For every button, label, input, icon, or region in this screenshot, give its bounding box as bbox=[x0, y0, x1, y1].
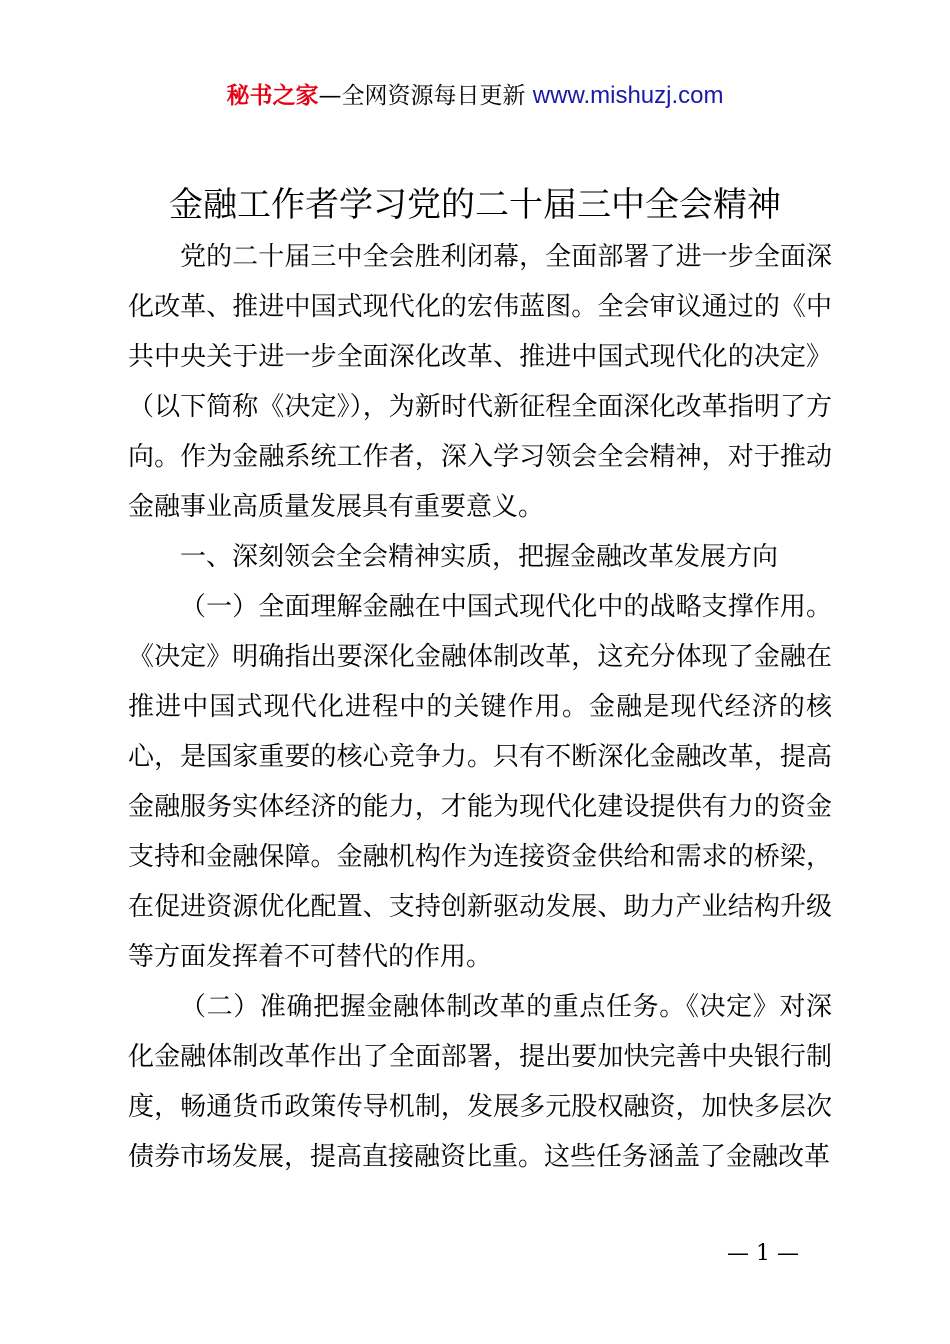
paragraph-subsection-1: （一）全面理解金融在中国式现代化中的战略支撑作用。《决定》明确指出要深化金融体制改革，这充分体现了金融在推进中国式现代化进程中的关键作用。金融是现代经济的核心，是国家重要的核心竞争力。只有不断深化金融改革，提高金融服务实体经济的能力，才能为现代化建设提供有力的资金支持和金融保障。金融机构作为连接资金供给和需求的桥梁，在促进资源优化配置、支持创新驱动发展、助力产业结构升级等方面发挥着不可替代的作用。 bbox=[128, 592, 832, 972]
paragraph-subsection-2: （二）准确把握金融体制改革的重点任务。《决定》对深化金融体制改革作出了全面部署，提出要加快完善中央银行制度，畅通货币政策传导机制，发展多元股权融资，加快多层次债券市场发展，提高直接融资比重。这些任务涵盖了金融改革 bbox=[128, 992, 832, 1172]
site-url-link[interactable]: www.mishuzj.com bbox=[532, 82, 724, 109]
document-body bbox=[128, 232, 832, 1182]
paragraph-intro: 党的二十届三中全会胜利闭幕，全面部署了进一步全面深化改革、推进中国式现代化的宏伟蓝图。全会审议通过的《中共中央关于进一步全面深化改革、推进中国式现代化的决定》（以下简称《决定》），为新时代新征程全面深化改革指明了方向。作为金融系统工作者，深入学习领会全会精神，对于推动金融事业高质量发展具有重要意义。 bbox=[128, 242, 832, 522]
site-brand: 秘书之家 bbox=[226, 83, 319, 109]
site-tagline: —全网资源每日更新 bbox=[318, 83, 533, 109]
section-heading-1: 一、深刻领会全会精神实质，把握金融改革发展方向 bbox=[180, 542, 779, 572]
site-header bbox=[0, 80, 950, 112]
document-title: 金融工作者学习党的二十届三中全会精神 bbox=[169, 185, 781, 225]
page-number: — 1 — bbox=[727, 1241, 799, 1266]
